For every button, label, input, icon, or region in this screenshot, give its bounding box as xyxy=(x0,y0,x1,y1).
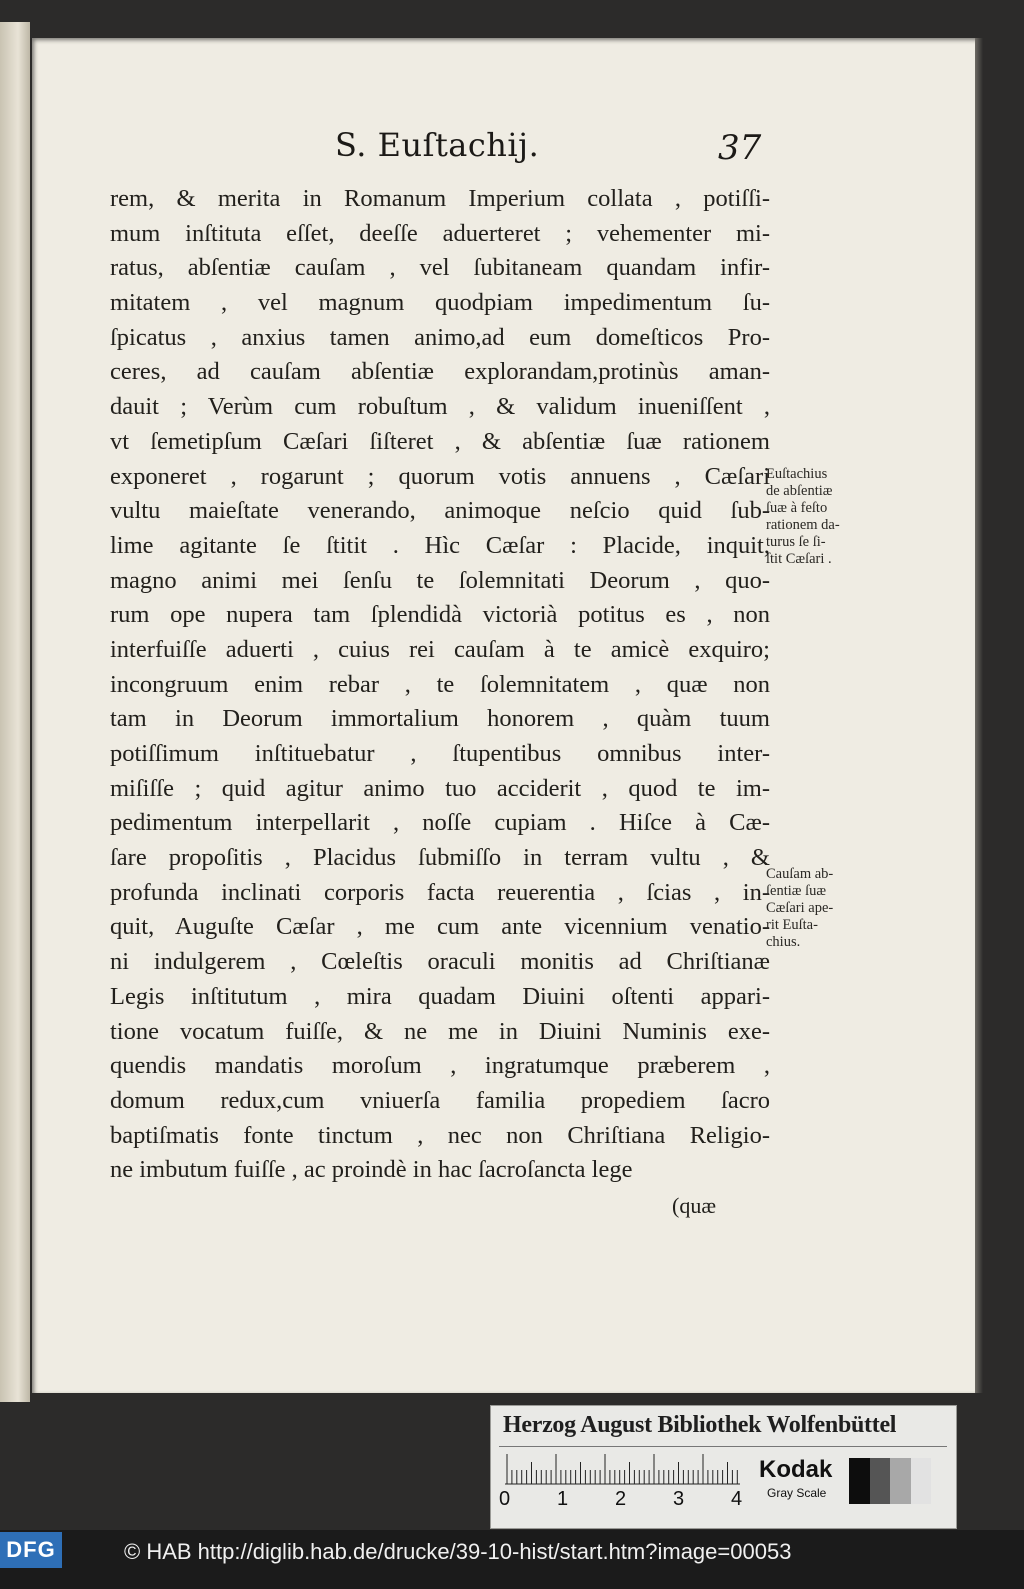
text-line: ſare propoſitis , Placidus ſubmiſſo in terram vultu , & xyxy=(110,844,770,872)
text-line: miſiſſe ; quid agitur animo tuo acciderit , quod te im- xyxy=(110,774,770,802)
library-name: Herzog August Bibliothek Wolfenbüttel xyxy=(503,1412,897,1438)
kodak-brand: Kodak xyxy=(759,1456,833,1483)
marginal-note-1 xyxy=(766,466,876,568)
catchword: (quæ xyxy=(672,1193,716,1218)
text-line: tam in Deorum immortalium honorem , quàm tuum xyxy=(110,705,770,733)
text-line: ne imbutum fuiſſe , ac proindè in hac ſacroſancta lege xyxy=(110,1156,633,1184)
text-line: baptiſmatis fonte tinctum , nec non Chriſtiana Religio- xyxy=(110,1121,770,1149)
text-line: lime agitante ſe ſtitit . Hìc Cæſar : Placide, inquit, xyxy=(110,531,770,559)
text-line: exponeret , rogarunt ; quorum votis annuens , Cæſari xyxy=(110,462,770,490)
ruler-number: 4 xyxy=(731,1488,743,1510)
text-line: ratus, abſentiæ cauſam , vel ſubitaneam quandam infir- xyxy=(110,254,770,282)
text-line: ceres, ad cauſam abſentiæ explorandam,protinùs aman- xyxy=(110,358,770,386)
footer-bar xyxy=(0,1530,1024,1589)
marginal-line: Euſtachius xyxy=(766,466,828,482)
text-line: ſpicatus , anxius tamen animo,ad eum domeſticos Pro- xyxy=(110,323,770,351)
marginal-line: chius. xyxy=(766,934,801,950)
text-line: vt ſemetipſum Cæſari ſiſteret , & abſentiæ ſuæ rationem xyxy=(110,427,770,455)
text-line: pedimentum interpellarit , noſſe cupiam . Hiſce à Cæ- xyxy=(110,809,770,837)
marginal-line: Cæſari ape- xyxy=(766,900,834,916)
ruler-number: 2 xyxy=(615,1488,627,1510)
text-line: mum inſtituta eſſet, deeſſe aduerteret ; vehementer mi- xyxy=(110,219,770,247)
text-line: dauit ; Verùm cum robuſtum , & validum inueniſſent , xyxy=(110,393,770,421)
text-line: rem, & merita in Romanum Imperium collata , potiſſi- xyxy=(110,185,770,212)
text-line: potiſſimum inſtituebatur , ſtupentibus omnibus inter- xyxy=(110,740,770,767)
gray-scale-patches xyxy=(849,1458,931,1504)
library-stamp xyxy=(490,1405,957,1529)
marginal-line: ſtit Cæſari . xyxy=(766,551,832,567)
ruler-number: 1 xyxy=(557,1488,569,1510)
marginal-line: Cauſam ab- xyxy=(766,866,834,882)
ruler-number: 0 xyxy=(499,1488,511,1510)
marginal-line: ſentiæ ſuæ xyxy=(766,883,827,899)
page-shadow xyxy=(975,38,983,1393)
running-header: S. Euſtachij. xyxy=(335,126,540,164)
text-line: interfuiſſe aduerti , cuius rei cauſam à te amicè exquiro; xyxy=(110,635,770,663)
text-line: rum ope nupera tam ſplendidà victorià potitus es , non xyxy=(110,601,770,629)
measurement-ruler xyxy=(505,1454,740,1486)
text-line: mitatem , vel magnum quodpiam impedimentum ſu- xyxy=(110,289,770,317)
marginal-line: rationem da- xyxy=(766,517,840,533)
left-page-edge xyxy=(0,22,30,1402)
marginal-line: ſuæ à feſto xyxy=(766,500,828,516)
text-line: magno animi mei ſenſu te ſolemnitati Deorum , quo- xyxy=(110,566,770,594)
text-line: quit, Auguſte Cæſar , me cum ante vicennium venatio- xyxy=(110,913,770,941)
page-number: 37 xyxy=(718,128,762,168)
text-line: profunda inclinati corporis facta reuerentia , ſcias , in- xyxy=(110,878,770,906)
text-line: Legis inſtitutum , mira quadam Diuini oſtenti appari- xyxy=(110,982,770,1010)
text-line: tione vocatum fuiſſe, & ne me in Diuini Numinis exe- xyxy=(110,1017,770,1045)
ruler-numbers xyxy=(499,1488,749,1518)
marginal-line: rit Euſta- xyxy=(766,917,818,933)
ruler-number: 3 xyxy=(673,1488,685,1510)
text-line: ni indulgerem , Cœleſtis oraculi monitis ad Chriſtianæ xyxy=(110,948,770,976)
stamp-divider xyxy=(499,1446,947,1447)
kodak-subtitle: Gray Scale xyxy=(767,1486,827,1500)
body-text xyxy=(110,182,770,1188)
marginal-line: turus ſe ſi- xyxy=(766,534,826,550)
marginal-line: de abſentiæ xyxy=(766,483,833,499)
footer-credit: © HAB http://diglib.hab.de/drucke/39-10-hist/start.htm?image=00053 xyxy=(124,1539,792,1564)
kodak-gray-scale xyxy=(753,1452,933,1510)
marginal-note-2 xyxy=(766,866,876,951)
dfg-logo: DFG xyxy=(0,1532,62,1568)
text-line: incongruum enim rebar , te ſolemnitatem , quæ non xyxy=(110,670,770,698)
text-line: quendis mandatis moroſum , ingratumque præberem , xyxy=(110,1052,770,1080)
text-line: vultu maieſtate venerando, animoque neſcio quid ſub- xyxy=(110,497,770,525)
text-line: domum redux,cum vniuerſa familia propediem ſacro xyxy=(110,1086,770,1114)
